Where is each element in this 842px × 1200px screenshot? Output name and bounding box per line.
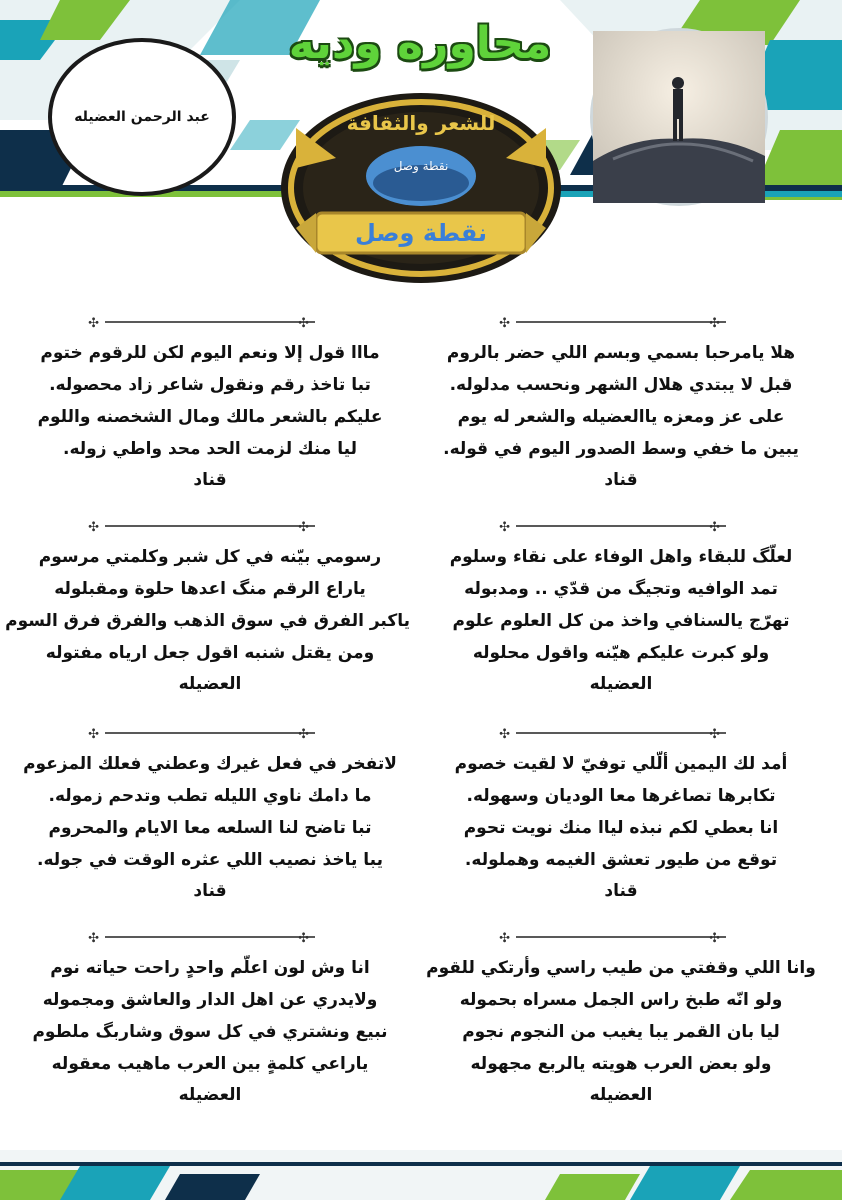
stanza-3 xyxy=(421,517,821,699)
ornament-divider xyxy=(10,313,410,331)
svg-text:✣: ✣ xyxy=(499,316,510,331)
verse-line: ليا منك لزمت الحد محد واطي زوله. xyxy=(63,439,357,459)
svg-text:✣: ✣ xyxy=(298,931,309,946)
verse-line: تبا تاخذ رقم ونقول شاعر زاد محصوله. xyxy=(49,375,371,395)
ornament-divider xyxy=(10,724,410,742)
ornament-divider xyxy=(10,517,410,535)
poet-signature: قناد xyxy=(193,470,227,490)
logo-emblem xyxy=(276,88,566,288)
svg-text:✣: ✣ xyxy=(499,727,510,742)
svg-text:✣: ✣ xyxy=(88,316,99,331)
verse-line: تبا تاضح لنا السلعه معا الايام والمحروم xyxy=(48,818,372,838)
stanza-7 xyxy=(421,928,821,1110)
footer-geometric-band xyxy=(0,1150,842,1200)
page-title: محاوره وديه xyxy=(288,18,552,69)
logo-text-small: نقطة وصل xyxy=(393,159,449,173)
svg-text:✣: ✣ xyxy=(499,931,510,946)
svg-text:✣: ✣ xyxy=(499,520,510,535)
verse-line: لاتفخر في فعل غيرك وعطني فعلك المزعوم xyxy=(23,754,397,774)
svg-text:✣: ✣ xyxy=(298,520,309,535)
poet-signature: قناد xyxy=(604,881,638,901)
poet-signature: العضيله xyxy=(178,1085,242,1105)
stanza-5 xyxy=(421,724,821,906)
verse-line: توقع من طيور تعشق الغيمه وهملوله. xyxy=(464,850,778,870)
svg-text:✣: ✣ xyxy=(709,316,720,331)
author-name: عبد الرحمن العضيله xyxy=(74,109,210,125)
poet-signature: العضيله xyxy=(589,1085,653,1105)
verse-line: ولايدري عن اهل الدار والعاشق ومجموله xyxy=(42,990,378,1010)
stanza-1 xyxy=(421,313,821,495)
verse-line: تمد الوافيه وتجيگ من قدّي .. ومدبوله xyxy=(464,579,778,599)
stanza-8 xyxy=(10,928,410,1110)
svg-text:✣: ✣ xyxy=(88,931,99,946)
verse-line: لعلّگ للبقاء واهل الوفاء على نقاء وسلوم xyxy=(449,547,793,567)
ornament-divider xyxy=(421,313,821,331)
poet-signature: قناد xyxy=(604,470,638,490)
verse-line: ولو كبرت عليكم هيّنه واقول محلوله xyxy=(472,643,770,663)
svg-text:✣: ✣ xyxy=(709,727,720,742)
verse-line: عليكم بالشعر مالك ومال الشخصنه واللوم xyxy=(37,407,383,427)
verse-line: ياراعي كلمةٍ بين العرب ماهيب معقوله xyxy=(51,1054,369,1074)
verse-line: وانا اللي وقفتي من طيب راسي وأرتكي للقوم xyxy=(426,958,816,978)
verse-line: انا بعطي لكم نبذه لياا منك نويت تحوم xyxy=(463,818,779,838)
verse-line: انا وش لون اعلّم واحدٍ راحت حياته نوم xyxy=(50,958,370,978)
svg-text:✣: ✣ xyxy=(298,316,309,331)
verse-line: قبل لا يبتدي هلال الشهر ونحسب مدلوله. xyxy=(449,375,793,395)
ornament-divider xyxy=(421,928,821,946)
header xyxy=(0,0,842,300)
poet-signature: قناد xyxy=(193,881,227,901)
svg-text:✣: ✣ xyxy=(709,931,720,946)
verse-line: ولو بعض العرب هويته يالربع مجهوله xyxy=(470,1054,772,1074)
verse-line: ولو انّه طبخ راس الجمل مسراه بحموله xyxy=(459,990,783,1010)
verse-line: نبيع ونشتري في كل سوق وشاربگ ملطوم xyxy=(32,1022,388,1042)
svg-text:✣: ✣ xyxy=(298,727,309,742)
svg-text:✣: ✣ xyxy=(709,520,720,535)
verse-line: ياكبر الفرق في سوق الذهب والفرق فرق السوم xyxy=(5,611,410,631)
verse-line: رسومي بيّنه في كل شبر وكلمتي مرسوم xyxy=(38,547,382,567)
logo-text-top: للشعر والثقافة xyxy=(346,111,496,135)
silhouette-photo xyxy=(590,28,768,206)
svg-text:✣: ✣ xyxy=(88,727,99,742)
verse-line: تهرّج يالسنافي واخذ من كل العلوم علوم xyxy=(452,611,790,631)
verse-line: مااا قول إلا ونعم اليوم لكن للرقوم ختوم xyxy=(40,343,380,363)
verse-line: على عز ومعزه ياالعضيله والشعر له يوم xyxy=(457,407,785,427)
verse-line: يبا ياخذ نصيب اللي عثره الوقت في جوله. xyxy=(37,850,383,870)
verse-line: ياراع الرقم منگ اعدها حلوة ومقبلوله xyxy=(54,579,366,599)
poet-signature: العضيله xyxy=(589,674,653,694)
ornament-divider xyxy=(421,724,821,742)
stanza-6 xyxy=(10,724,410,906)
ornament-divider xyxy=(10,928,410,946)
verse-line: ما دامك ناوي الليله تطب وتدحم زموله. xyxy=(48,786,372,806)
stanza-2 xyxy=(10,313,410,495)
svg-text:✣: ✣ xyxy=(88,520,99,535)
stanza-4 xyxy=(5,517,410,699)
verse-line: ليا بان القمر يبا يغيب من النجوم نجوم xyxy=(462,1022,780,1042)
verse-line: أمد لك اليمين ألّلي توفيّ لا لقيت خصوم xyxy=(454,754,788,774)
ornament-divider xyxy=(421,517,821,535)
author-circle xyxy=(48,38,236,196)
verse-line: يبين ما خفي وسط الصدور اليوم في قوله. xyxy=(443,439,799,459)
logo-banner-text: نقطة وصل xyxy=(354,219,488,247)
verse-line: تكابرها تصاغرها معا الوديان وسهوله. xyxy=(466,786,776,806)
verse-line: ومن يقتل شنبه اقول جعل ارياه مفتوله xyxy=(45,643,375,663)
verse-line: هلا يامرحبا بسمي وبسم اللي حضر بالروم xyxy=(446,343,796,363)
poet-signature: العضيله xyxy=(178,674,242,694)
